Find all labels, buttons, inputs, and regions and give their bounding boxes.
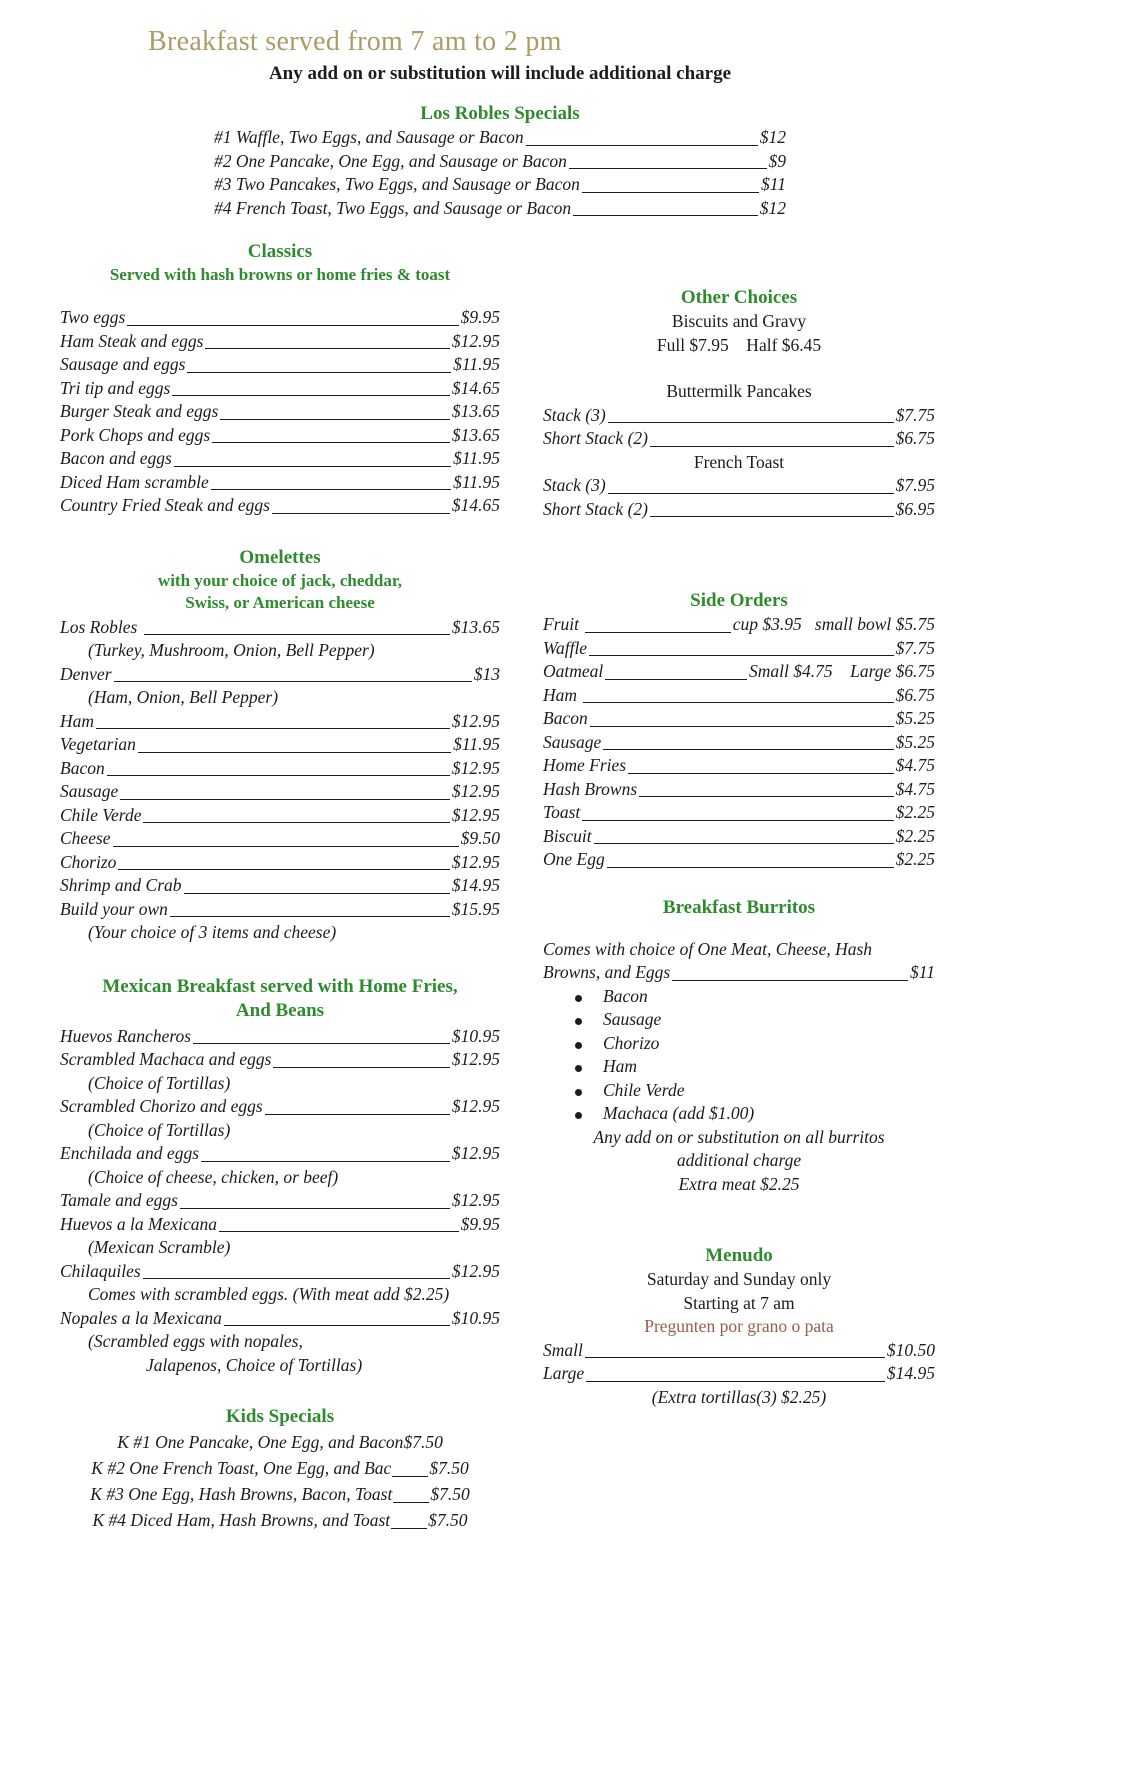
- item-name: Build your own: [60, 898, 168, 919]
- section-note: additional charge: [676, 1150, 802, 1170]
- price-leader: [113, 846, 459, 847]
- item-name: Chile Verde: [60, 804, 142, 825]
- side-orders-items: [543, 613, 935, 872]
- section-text: Buttermilk Pancakes: [666, 381, 812, 401]
- price-leader: [608, 422, 894, 423]
- menu-item-row: [543, 825, 935, 849]
- item-name: #4 French Toast, Two Eggs, and Sausage or Bacon: [214, 197, 572, 218]
- menu-item-row: [60, 1213, 500, 1237]
- menu-item-row: [214, 126, 786, 150]
- item-name: K #3 One Egg, Hash Browns, Bacon, Toast: [90, 1484, 393, 1504]
- item-name: #2 One Pancake, One Egg, and Sausage or Bacon: [214, 150, 567, 171]
- item-price: $11: [910, 962, 935, 982]
- menu-item-row: [60, 757, 500, 781]
- item-price: $7.75: [895, 404, 935, 425]
- bullet-icon: [575, 1055, 603, 1079]
- other-choices-items: [543, 310, 935, 521]
- classics-heading: Classics: [247, 241, 313, 262]
- price-leader: [184, 893, 450, 894]
- item-name: Fruit: [543, 614, 584, 634]
- price-leader: [672, 980, 908, 981]
- accent-text: Pregunten por grano o pata: [644, 1316, 834, 1336]
- side-orders-heading: Side Orders: [690, 590, 788, 611]
- item-note: (Choice of Tortillas): [88, 1119, 231, 1140]
- price-leader: [211, 489, 451, 490]
- item-note: (Choice of Tortillas): [88, 1072, 231, 1093]
- menu-item-row: [60, 1189, 500, 1213]
- item-note: Comes with scrambled eggs. (With meat add $2.25): [88, 1284, 450, 1304]
- price-leader: [603, 749, 893, 750]
- omelettes-subheading-1: with your choice of jack, cheddar,: [157, 570, 403, 590]
- price-leader: [220, 419, 450, 420]
- price-leader: [170, 916, 450, 917]
- burritos-heading: Breakfast Burritos: [662, 896, 816, 918]
- page-subtitle: Any add on or substitution will include additional charge: [268, 63, 732, 84]
- item-name: Huevos Rancheros: [60, 1025, 192, 1046]
- menu-item-row: [543, 660, 935, 684]
- menu-item-row: [60, 804, 500, 828]
- section-text: Starting at 7 am: [683, 1292, 795, 1313]
- item-price: $9.95: [460, 1213, 500, 1234]
- item-name: Chilaquiles: [60, 1260, 141, 1281]
- item-name: Cheese: [60, 828, 111, 848]
- item-name: Stack (3): [543, 404, 606, 425]
- price-leader: [143, 822, 449, 823]
- item-name: Large: [543, 1363, 585, 1383]
- bullet-label: Bacon: [603, 985, 648, 1006]
- item-price: $12.95: [451, 1143, 500, 1163]
- menu-item-row: [543, 801, 935, 825]
- other-choices-heading: Other Choices: [680, 287, 798, 308]
- price-leader: [114, 681, 472, 682]
- bullet-item: [543, 1102, 935, 1126]
- bullet-item: [543, 985, 935, 1009]
- item-price: $12.95: [451, 1190, 500, 1210]
- section-los-robles-specials: [214, 102, 786, 220]
- price-leader: [590, 726, 894, 727]
- section-note: Extra meat $2.25: [678, 1173, 800, 1194]
- price-leader: [639, 796, 893, 797]
- section-side-orders: [543, 589, 935, 872]
- price-leader: [585, 1357, 885, 1358]
- menu-item-row: [60, 1048, 500, 1072]
- item-name: Burger Steak and eggs: [60, 401, 219, 421]
- menu-item-row: [543, 427, 935, 451]
- item-name: Bacon and eggs: [60, 448, 172, 468]
- menu-item-row: [543, 731, 935, 755]
- menu-item-row: [543, 778, 935, 802]
- section-text: Full $7.95 Half $6.45: [656, 334, 822, 355]
- item-name: Two eggs: [60, 307, 126, 327]
- bullet-icon: [575, 1032, 603, 1056]
- bullet-item: [543, 1032, 935, 1056]
- bullet-label: Sausage: [603, 1009, 662, 1029]
- price-leader: [224, 1325, 450, 1326]
- section-omelettes: [60, 546, 500, 945]
- item-name: Scrambled Chorizo and eggs: [60, 1096, 263, 1116]
- item-name: Ham Steak and eggs: [60, 330, 204, 351]
- price-leader: [582, 820, 893, 821]
- price-leader: [589, 655, 894, 656]
- item-price: $5.25: [895, 731, 935, 752]
- menu-header: [0, 26, 1000, 220]
- item-price: $14.95: [451, 875, 500, 895]
- menu-item-row: [60, 377, 500, 401]
- menu-item-row: [543, 1339, 935, 1363]
- item-price: $7.75: [895, 637, 935, 658]
- item-price: $12: [759, 197, 786, 218]
- menu-item-row: [214, 197, 786, 221]
- item-price: $14.95: [886, 1363, 935, 1383]
- price-leader: [120, 799, 450, 800]
- item-name: Sausage: [543, 731, 602, 752]
- menu-item-row: [60, 780, 500, 804]
- menu-item-row: [60, 1260, 500, 1284]
- item-name: #3 Two Pancakes, Two Eggs, and Sausage or Bacon: [214, 174, 580, 194]
- item-name: Diced Ham scramble: [60, 471, 209, 492]
- item-price: $12.95: [451, 781, 500, 801]
- price-leader: [583, 702, 893, 703]
- menu-item-row: [60, 1481, 500, 1507]
- item-note: (Ham, Onion, Bell Pepper): [88, 687, 279, 707]
- item-name: Tri tip and eggs: [60, 377, 171, 398]
- menu-item-row: [60, 330, 500, 354]
- price-leader: [585, 632, 730, 633]
- mexican-heading-2: And Beans: [235, 999, 325, 1021]
- item-name: Home Fries: [543, 755, 627, 775]
- item-price: $12.95: [451, 330, 500, 351]
- item-name: Vegetarian: [60, 734, 136, 754]
- item-price: $7.50: [428, 1510, 468, 1530]
- price-leader: [272, 513, 450, 514]
- item-price: $12: [759, 127, 786, 147]
- menu-item-row: [60, 1095, 500, 1119]
- bullet-label: Ham: [603, 1056, 638, 1076]
- item-price: $9.50: [460, 828, 500, 848]
- menu-item-row: [60, 400, 500, 424]
- menu-item-row: [60, 1429, 500, 1455]
- item-name: Scrambled Machaca and eggs: [60, 1049, 272, 1069]
- item-price: $2.25: [895, 825, 935, 846]
- item-price: $13: [473, 663, 500, 684]
- menu-item-row: [60, 1507, 500, 1533]
- item-price: $12.95: [451, 710, 500, 731]
- item-name: Sausage and eggs: [60, 354, 186, 374]
- section-menudo: [543, 1244, 935, 1409]
- section-note: (Extra tortillas(3) $2.25): [651, 1386, 827, 1407]
- menu-item-row: [543, 754, 935, 778]
- price-leader: [96, 728, 450, 729]
- item-price: $9.95: [460, 307, 500, 327]
- item-name: Ham: [60, 710, 95, 731]
- price-leader: [174, 466, 451, 467]
- item-note: (Scrambled eggs with nopales,: [88, 1331, 303, 1351]
- price-leader: [212, 442, 450, 443]
- item-name: Nopales a la Mexicana: [60, 1307, 222, 1328]
- price-leader: [391, 1528, 427, 1529]
- price-leader: [143, 1278, 450, 1279]
- item-price: $11.95: [453, 448, 500, 468]
- menu-item-row: [60, 447, 500, 471]
- price-leader: [526, 145, 758, 146]
- menu-item-row: [543, 848, 935, 872]
- item-name: K #1 One Pancake, One Egg, and Bacon: [117, 1432, 404, 1452]
- menu-item-row: [60, 827, 500, 851]
- item-price: $13.65: [451, 616, 500, 637]
- item-name: Chorizo: [60, 851, 117, 872]
- price-leader: [650, 516, 894, 517]
- item-price: $11.95: [453, 471, 500, 492]
- menu-item-row: [60, 424, 500, 448]
- menu-item-row: [60, 306, 500, 330]
- item-name: One Egg: [543, 849, 605, 869]
- item-name: Tamale and eggs: [60, 1190, 178, 1210]
- price-leader: [172, 395, 450, 396]
- price-leader: [594, 843, 894, 844]
- menu-item-row: [60, 663, 500, 687]
- menu-item-row: [60, 353, 500, 377]
- price-leader: [118, 869, 449, 870]
- item-price: $5.25: [895, 708, 935, 728]
- menu-item-row: [60, 1142, 500, 1166]
- kids-items: [60, 1429, 500, 1533]
- bullet-icon: [575, 1079, 603, 1103]
- price-leader: [265, 1114, 450, 1115]
- mexican-items: [60, 1025, 500, 1378]
- price-leader: [582, 192, 759, 193]
- specials-heading: Los Robles Specials: [420, 103, 580, 124]
- price-leader: [628, 773, 894, 774]
- item-name: Waffle: [543, 637, 588, 658]
- price-leader: [219, 1231, 459, 1232]
- bullet-label: Machaca (add $1.00): [603, 1103, 755, 1123]
- item-price: $10.95: [451, 1025, 500, 1046]
- price-leader: [180, 1208, 450, 1209]
- menu-item-row: [60, 851, 500, 875]
- page-title: Breakfast served from 7 am to 2 pm: [148, 26, 562, 57]
- item-price: $10.95: [451, 1307, 500, 1328]
- item-price: $12.95: [451, 851, 500, 872]
- spacer: [543, 357, 935, 380]
- kids-heading: Kids Specials: [225, 1406, 335, 1427]
- bullet-icon: [575, 985, 603, 1009]
- menu-item-row: [543, 498, 935, 522]
- item-name: Bacon: [543, 708, 588, 728]
- item-name: Toast: [543, 802, 581, 822]
- item-name: Enchilada and eggs: [60, 1143, 200, 1163]
- item-name: Shrimp and Crab: [60, 875, 182, 895]
- burritos-items: [543, 938, 935, 1197]
- menu-item-row: [60, 733, 500, 757]
- bullet-icon: [575, 1102, 603, 1126]
- item-price: $13.65: [451, 401, 500, 421]
- item-price: $10.50: [886, 1339, 935, 1360]
- price-leader: [586, 1381, 885, 1382]
- item-name: Biscuit: [543, 825, 592, 846]
- item-name: Short Stack (2): [543, 498, 648, 519]
- section-other-choices: [543, 286, 935, 521]
- menu-item-row: [543, 707, 935, 731]
- item-name: Ham: [543, 684, 582, 705]
- classics-subheading: Served with hash browns or home fries & toast: [109, 265, 451, 284]
- menu-item-row: [543, 613, 935, 637]
- item-price: $7.95: [895, 475, 935, 495]
- menu-item-row: [60, 1455, 500, 1481]
- menu-item-row: [60, 616, 500, 640]
- item-price: $12.95: [451, 804, 500, 825]
- section-text: French Toast: [693, 451, 785, 472]
- menu-item-row: [214, 150, 786, 174]
- menu-columns: [60, 240, 1125, 1533]
- item-price: $12.95: [451, 1049, 500, 1069]
- menu-item-row: [60, 494, 500, 518]
- bullet-item: [543, 1055, 935, 1079]
- menu-item-row: [60, 1025, 500, 1049]
- price-leader: [573, 215, 758, 216]
- item-price: $11.95: [453, 354, 500, 374]
- price-leader: [193, 1043, 450, 1044]
- section-note: Any add on or substitution on all burritos: [593, 1126, 885, 1147]
- menudo-heading: Menudo: [705, 1245, 773, 1266]
- item-price: $14.65: [451, 377, 500, 398]
- item-name: Los Robles: [60, 616, 142, 637]
- item-price: $13.65: [451, 424, 500, 445]
- bullet-item: [543, 1079, 935, 1103]
- bullet-label: Chorizo: [603, 1032, 660, 1053]
- item-price: $6.75: [895, 428, 935, 448]
- price-leader: [138, 752, 451, 753]
- item-price: $12.95: [451, 757, 500, 778]
- item-note: Jalapenos, Choice of Tortillas): [146, 1354, 363, 1375]
- item-name: Oatmeal: [543, 661, 604, 681]
- specials-items: [214, 126, 786, 220]
- item-price: $4.75: [895, 755, 935, 775]
- item-price: $11: [761, 174, 786, 194]
- item-note: (Mexican Scramble): [88, 1237, 231, 1257]
- menudo-items: [543, 1268, 935, 1409]
- menu-item-row: [543, 1362, 935, 1386]
- price-leader: [605, 679, 747, 680]
- price-leader: [650, 446, 894, 447]
- item-price: $4.75: [895, 778, 935, 799]
- omelettes-items: [60, 616, 500, 945]
- section-classics: [60, 240, 500, 518]
- item-price: $2.25: [895, 849, 935, 869]
- menu-item-row: [60, 710, 500, 734]
- price-leader: [273, 1067, 449, 1068]
- item-price: $7.50: [403, 1432, 443, 1452]
- item-price: $7.50: [430, 1484, 470, 1504]
- item-note: (Turkey, Mushroom, Onion, Bell Pepper): [88, 640, 375, 660]
- item-price: $9: [768, 150, 786, 171]
- item-name: Hash Browns: [543, 778, 638, 799]
- item-name: Bacon: [60, 757, 105, 778]
- menu-item-row: [60, 1307, 500, 1331]
- menu-item-row: [543, 474, 935, 498]
- item-name: Short Stack (2): [543, 428, 648, 448]
- item-name: Huevos a la Mexicana: [60, 1213, 217, 1234]
- item-note: (Your choice of 3 items and cheese): [88, 922, 337, 942]
- price-leader: [187, 372, 451, 373]
- item-price: $6.95: [895, 498, 935, 519]
- item-price: $7.50: [429, 1458, 469, 1478]
- price-leader: [608, 493, 894, 494]
- item-note: (Choice of cheese, chicken, or beef): [88, 1166, 339, 1187]
- omelettes-subheading-2: Swiss, or American cheese: [185, 592, 375, 612]
- item-name: Small: [543, 1339, 583, 1360]
- item-price: Small $4.75 Large $6.75: [748, 661, 935, 681]
- item-price: $2.25: [895, 802, 935, 822]
- menu-item-row: [543, 637, 935, 661]
- section-breakfast-burritos: [543, 896, 935, 1197]
- item-name: Stack (3): [543, 475, 606, 495]
- right-column: [543, 240, 935, 1533]
- menu-item-row: [543, 961, 935, 985]
- bullet-item: [543, 1008, 935, 1032]
- item-price: cup $3.95 small bowl $5.75: [732, 614, 935, 634]
- menu-item-row: [60, 898, 500, 922]
- price-leader: [393, 1502, 429, 1503]
- item-price: $14.65: [451, 495, 500, 515]
- price-leader: [205, 348, 449, 349]
- price-leader: [569, 168, 767, 169]
- section-text: Saturday and Sunday only: [646, 1269, 832, 1289]
- price-leader: [144, 634, 450, 635]
- item-price: $12.95: [451, 1260, 500, 1281]
- bullet-label: Chile Verde: [603, 1079, 685, 1100]
- item-price: $6.75: [895, 684, 935, 705]
- item-name: Denver: [60, 663, 112, 684]
- item-name: Browns, and Eggs: [543, 962, 671, 982]
- section-text: Biscuits and Gravy: [671, 311, 807, 331]
- section-text: Comes with choice of One Meat, Cheese, Hash: [543, 938, 873, 959]
- price-leader: [127, 325, 458, 326]
- item-price: $11.95: [453, 734, 500, 754]
- item-name: Pork Chops and eggs: [60, 424, 211, 445]
- section-mexican-breakfast: [60, 975, 500, 1378]
- bullet-icon: [575, 1008, 603, 1032]
- item-name: #1 Waffle, Two Eggs, and Sausage or Bacon: [214, 127, 524, 147]
- menu-item-row: [60, 874, 500, 898]
- price-leader: [201, 1161, 450, 1162]
- mexican-heading-1: Mexican Breakfast served with Home Fries,: [102, 975, 458, 997]
- left-column: [60, 240, 500, 1533]
- price-leader: [392, 1476, 428, 1477]
- classics-items: [60, 306, 500, 518]
- item-price: $12.95: [451, 1096, 500, 1116]
- item-name: Sausage: [60, 781, 119, 801]
- item-name: K #4 Diced Ham, Hash Browns, and Toast: [92, 1510, 391, 1530]
- item-price: $15.95: [451, 898, 500, 919]
- price-leader: [107, 775, 450, 776]
- item-name: K #2 One French Toast, One Egg, and Bac: [91, 1458, 392, 1478]
- menu-item-row: [214, 173, 786, 197]
- menu-item-row: [543, 684, 935, 708]
- price-leader: [607, 867, 894, 868]
- omelettes-heading: Omelettes: [239, 546, 321, 568]
- menu-item-row: [543, 404, 935, 428]
- menu-item-row: [60, 471, 500, 495]
- section-kids-specials: [60, 1405, 500, 1533]
- item-name: Country Fried Steak and eggs: [60, 495, 270, 515]
